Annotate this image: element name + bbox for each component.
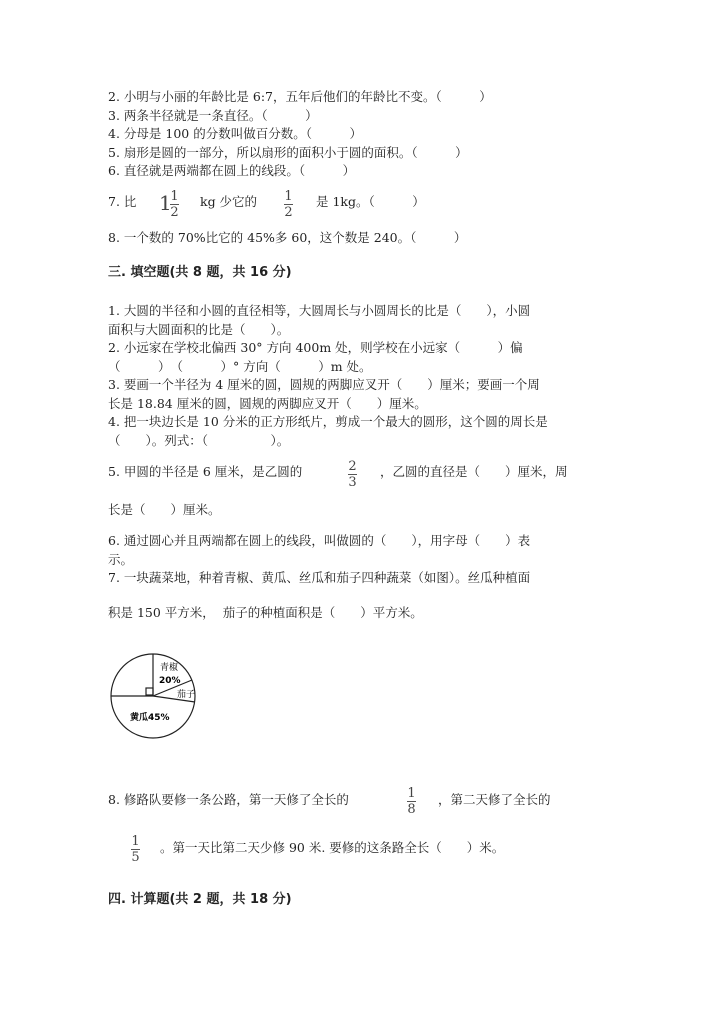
- fraction-half: [284, 190, 293, 219]
- fill-q5-b: ，乙圆的直径是（ ）厘米，周: [380, 464, 568, 479]
- slice-label-huanggua: 黄瓜45%: [130, 713, 170, 723]
- judge-q6: 6. 直径就是两端都在圆上的线段。（ ）: [108, 163, 356, 178]
- fill-q4-line1: 4. 把一块边长是 10 分米的正方形纸片，剪成一个最大的圆形，这个圆的周长是: [108, 414, 548, 429]
- numerator: 2: [348, 459, 357, 474]
- fill-q5-line2: 长是（ ）厘米。: [108, 502, 221, 517]
- fill-q7-line2: 积是 150 平方米， 茄子的种植面积是（ ）平方米。: [108, 605, 423, 620]
- numerator: 1: [407, 786, 416, 801]
- fill-q5-a: 5. 甲圆的半径是 6 厘米，是乙圆的: [108, 464, 303, 479]
- right-angle-mark: [146, 688, 153, 695]
- section3-heading: 三. 填空题(共 8 题，共 16 分): [108, 265, 292, 280]
- fraction-half: [170, 190, 179, 219]
- fill-q2-line2: （ ） （ ）° 方向（ ）m 处。: [108, 359, 372, 374]
- judge-q2: 2. 小明与小丽的年龄比是 6:7，五年后他们的年龄比不变。（ ）: [108, 89, 492, 104]
- denominator: 2: [284, 205, 293, 220]
- fill-q1-line1: 1. 大圆的半径和小圆的直径相等，大圆周长与小圆周长的比是（ ），小圆: [108, 303, 531, 318]
- mixed-number-whole: 1: [159, 191, 172, 215]
- vegetable-pie-chart: [100, 640, 210, 740]
- fraction-one-eighth: [407, 787, 416, 816]
- numerator: 1: [131, 834, 140, 849]
- denominator: 3: [348, 475, 357, 490]
- denominator: 8: [407, 802, 416, 817]
- fill-q6-line1: 6. 通过圆心并且两端都在圆上的线段，叫做圆的（ ），用字母（ ）表: [108, 533, 531, 548]
- fill-q8-c: 。第一天比第二天少修 90 米. 要修的这条路全长（ ）米。: [160, 840, 505, 855]
- denominator: 5: [131, 850, 140, 865]
- fill-q8-b: ，第二天修了全长的: [438, 792, 551, 807]
- denominator: 2: [170, 205, 179, 220]
- numerator: 1: [170, 189, 179, 204]
- judge-q7-b: kg 少它的: [200, 194, 258, 209]
- fill-q4-line2: （ ）。列式：（ ）。: [108, 433, 290, 448]
- judge-q7-a: 7. 比: [108, 194, 137, 209]
- fraction-two-thirds: [348, 460, 357, 489]
- fill-q3-line2: 长是 18.84 厘米的圆，圆规的两脚应叉开（ ）厘米。: [108, 396, 427, 411]
- fill-q3-line1: 3. 要画一个半径为 4 厘米的圆，圆规的两脚应叉开（ ）厘米；要画一个周: [108, 377, 540, 392]
- fraction-one-fifth: [131, 835, 140, 864]
- section4-heading: 四. 计算题(共 2 题，共 18 分): [108, 892, 292, 907]
- fill-q8-a: 8. 修路队要修一条公路，第一天修了全长的: [108, 792, 349, 807]
- fill-q2-line1: 2. 小远家在学校北偏西 30° 方向 400m 处，则学校在小远家（ ）偏: [108, 340, 523, 355]
- fill-q7-line1: 7. 一块蔬菜地，种着青椒、黄瓜、丝瓜和茄子四种蔬菜（如图）。丝瓜种植面: [108, 570, 531, 585]
- judge-q7-c: 是 1kg。（ ）: [316, 194, 425, 209]
- slice-label-qiezi: 茄子: [177, 690, 196, 700]
- judge-q3: 3. 两条半径就是一条直径。（ ）: [108, 108, 318, 123]
- fill-q1-line2: 面积与大圆面积的比是（ ）。: [108, 322, 290, 337]
- fill-q6-line2: 示。: [108, 552, 134, 567]
- numerator: 1: [284, 189, 293, 204]
- judge-q4: 4. 分母是 100 的分数叫做百分数。（ ）: [108, 126, 362, 141]
- judge-q5: 5. 扇形是圆的一部分，所以扇形的面积小于圆的面积。（ ）: [108, 145, 468, 160]
- judge-q8: 8. 一个数的 70%比它的 45%多 60，这个数是 240。（ ）: [108, 230, 467, 245]
- slice-label-qingjiao-pct: 20%: [159, 676, 181, 686]
- slice-label-qingjiao: 青椒: [160, 663, 179, 673]
